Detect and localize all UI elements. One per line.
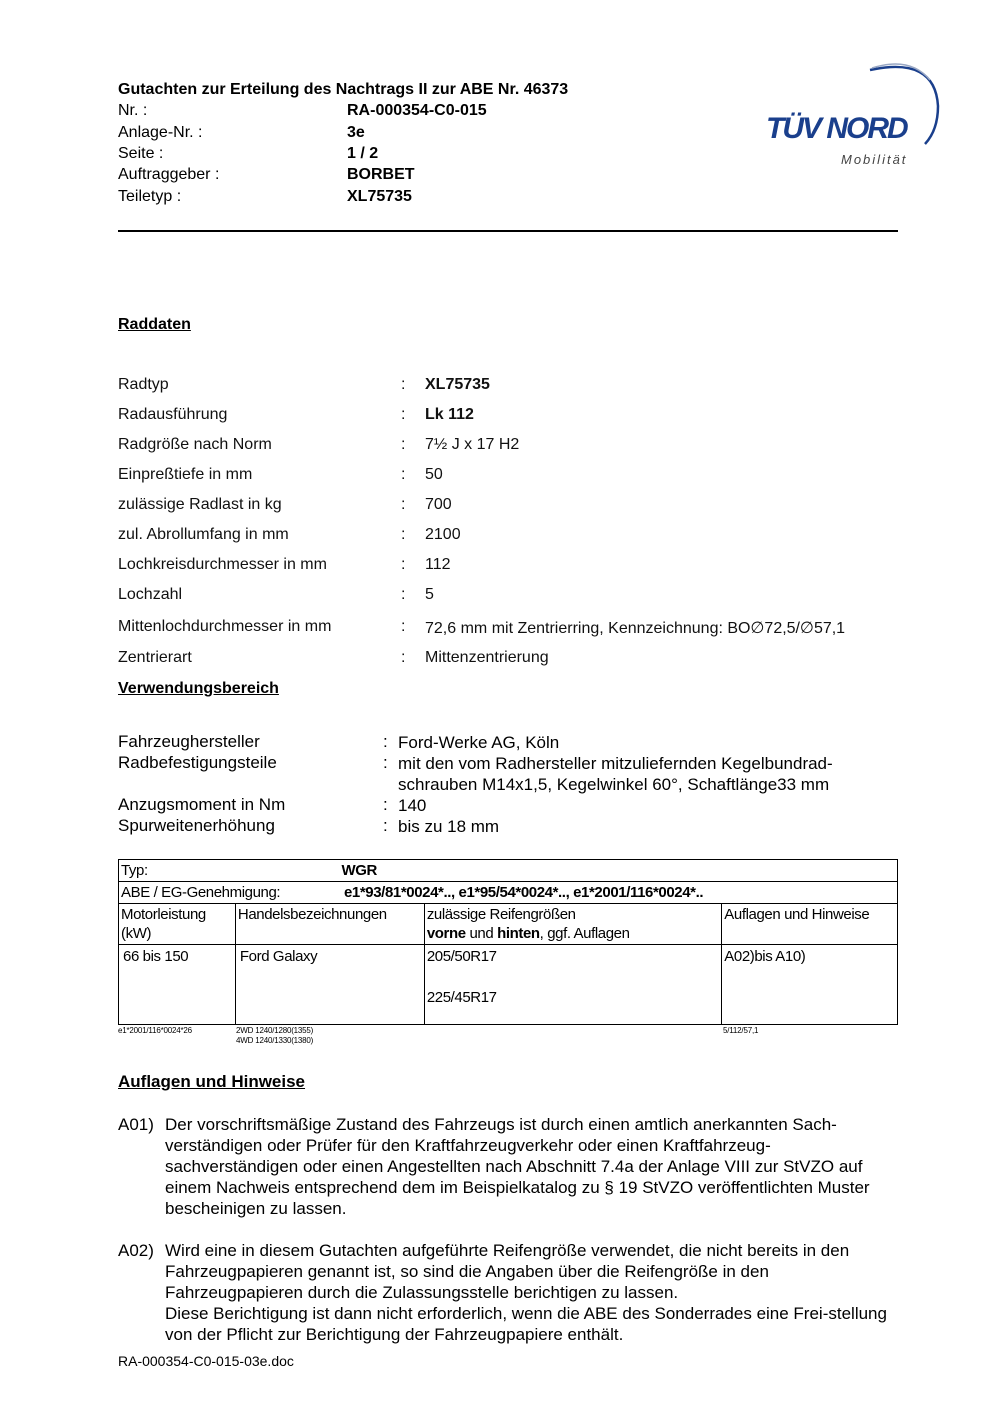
col-header-tires [424, 904, 721, 945]
header-row-teiletyp [118, 188, 658, 210]
raddaten-key: Lochzahl [118, 586, 183, 603]
raddaten-key: Radtyp [118, 376, 169, 393]
verwendung-key: Anzugsmoment in Nm [118, 795, 286, 814]
auflage-number: A01) [118, 1115, 154, 1134]
auflage-item-a02 [118, 1240, 898, 1350]
verwendung-value: 140 [398, 796, 427, 815]
raddaten-row: Mittenlochdurchmesser in mm : 72,6 mm mit Zentrierring, Kennzeichnung: BO∅72,5/∅57,1 [118, 618, 846, 637]
typ-value: WGR [341, 862, 377, 879]
raddaten-value: 112 [425, 556, 451, 573]
tire-size: 225/45R17 [426, 989, 497, 1006]
raddaten-key: Radgröße nach Norm [118, 436, 272, 453]
header-value: 3e [347, 124, 365, 141]
table-row-typ [119, 860, 898, 882]
cell-notes: A02)bis A10) [722, 945, 898, 1025]
raddaten-row: Radtyp : XL75735 [118, 376, 490, 393]
raddaten-value: 7½ J x 17 H2 [425, 436, 520, 453]
raddaten-key: Radausführung [118, 406, 228, 423]
table-footnote-wheel: 5/112/57,1 [723, 1026, 759, 1035]
tuv-nord-logo [760, 58, 945, 178]
raddaten-value: XL75735 [425, 376, 490, 393]
raddaten-value: 5 [425, 586, 434, 603]
typ-label: Typ: [121, 862, 148, 879]
logo-subtitle: Mobilität [841, 152, 908, 167]
header-row-anlage [118, 124, 658, 146]
raddaten-row: Radausführung : Lk 112 [118, 406, 474, 423]
col-header-tires-line1: zulässige Reifengrößen [426, 906, 576, 923]
header-key: Nr. : [118, 102, 148, 119]
verwendung-value: bis zu 18 mm [398, 817, 500, 836]
raddaten-row: zul. Abrollumfang in mm : 2100 [118, 526, 461, 543]
header-value: 1 / 2 [347, 145, 379, 162]
header-value: RA-000354-C0-015 [347, 102, 487, 119]
header-divider [118, 230, 898, 232]
header-value: BORBET [347, 166, 415, 183]
auflage-item-a01 [118, 1114, 898, 1224]
table-footnote-track: 2WD 1240/1280(1355) 4WD 1240/1330(1380) [236, 1026, 314, 1045]
verwendung-value: mit den vom Radhersteller mitzuliefernden Kegelbundrad-schrauben M14x1,5, Kegelwinkel 60°, Schaftlänge33 mm [398, 754, 833, 794]
header-key: Auftraggeber : [118, 166, 220, 183]
document-title: Gutachten zur Erteilung des Nachtrags II zur ABE Nr. 46373 [118, 81, 569, 98]
raddaten-row: Radgröße nach Norm : 7½ J x 17 H2 [118, 436, 520, 453]
section-raddaten-title: Raddaten [118, 316, 191, 333]
header-key: Anlage-Nr. : [118, 124, 203, 141]
raddaten-row: Einpreßtiefe in mm : 50 [118, 466, 443, 483]
raddaten-value: 72,6 mm mit Zentrierring, Kennzeichnung: BO∅72,5/∅57,1 [425, 620, 846, 637]
abe-value: e1*93/81*0024*.., e1*95/54*0024*.., e1*2001/116*0024*.. [343, 884, 704, 901]
verwendung-value: Ford-Werke AG, Köln [398, 733, 560, 752]
cell-tires [424, 945, 721, 1025]
cell-name: Ford Galaxy [235, 945, 424, 1025]
document-filename: RA-000354-C0-015-03e.doc [118, 1353, 294, 1369]
raddaten-row: Lochkreisdurchmesser in mm : 112 [118, 556, 451, 573]
raddaten-value: Lk 112 [425, 406, 474, 423]
header-row-nr [118, 102, 658, 124]
raddaten-key: Einpreßtiefe in mm [118, 466, 253, 483]
header-row-auftraggeber [118, 166, 658, 188]
header-row-seite [118, 145, 658, 167]
auflage-text: Der vorschriftsmäßige Zustand des Fahrzeugs ist durch einen amtlich anerkannten Sach-verständigen oder Prüfer für den Kraftfahrzeugverkehr oder einen Kraftfahrzeug-sachverständigen oder einen Angestellten nach Abschnitt 7.4a der Anlage VIII zur StVZO auf einem Nachweis entsprechend dem im Beispielkatalog zu § 19 StVZO veröffentlichten Muster bescheinigen zu lassen. [165, 1115, 870, 1218]
raddaten-value: 2100 [425, 526, 461, 543]
raddaten-row: Zentrierart : Mittenzentrierung [118, 649, 549, 666]
raddaten-row: Lochzahl : 5 [118, 586, 434, 603]
raddaten-value: 700 [425, 496, 452, 513]
auflage-text: Wird eine in diesem Gutachten aufgeführte Reifengröße verwendet, die nicht bereits in den Fahrzeugpapieren genannt ist, so sind die Angaben über die Reifengröße in den Fahrzeugpapieren durch die Zulassungsstelle berichtigen zu lassen. Diese Berichtigung ist dann nicht erforderlich, wenn die ABE des Sonderrades eine Frei-stellung von der Pflicht zur Berichtigung der Fahrzeugpapiere enthält. [165, 1241, 887, 1344]
tire-size: 205/50R17 [426, 948, 497, 965]
header-value: XL75735 [347, 188, 412, 205]
header-key: Teiletyp : [118, 188, 182, 205]
header-key: Seite : [118, 145, 164, 162]
verwendung-key: Spurweitenerhöhung [118, 816, 275, 835]
raddaten-value: Mittenzentrierung [425, 649, 549, 666]
verwendung-key: Fahrzeughersteller [118, 732, 260, 751]
raddaten-row: zulässige Radlast in kg : 700 [118, 496, 452, 513]
col-header-names: Handelsbezeichnungen [235, 904, 424, 945]
section-auflagen-title: Auflagen und Hinweise [118, 1072, 306, 1091]
table-header-row [119, 904, 898, 945]
raddaten-key: zulässige Radlast in kg [118, 496, 282, 513]
verwendung-key: Radbefestigungsteile [118, 753, 277, 772]
vehicle-table [118, 859, 898, 1025]
table-footnote-approval: e1*2001/116*0024*26 [118, 1026, 192, 1035]
raddaten-value: 50 [425, 466, 443, 483]
abe-label: ABE / EG-Genehmigung: [121, 884, 281, 901]
raddaten-key: zul. Abrollumfang in mm [118, 526, 289, 543]
logo-text: TÜV NORD [766, 112, 907, 145]
raddaten-key: Lochkreisdurchmesser in mm [118, 556, 327, 573]
auflage-number: A02) [118, 1241, 154, 1260]
col-header-notes: Auflagen und Hinweise [722, 904, 898, 945]
cell-power: 66 bis 150 [119, 945, 236, 1025]
col-header-power: Motorleistung (kW) [119, 904, 236, 945]
section-verwendung-title: Verwendungsbereich [118, 680, 279, 697]
col-header-tires-line2: vorne und hinten, ggf. Auflagen [426, 925, 630, 942]
raddaten-key: Zentrierart [118, 649, 192, 666]
table-row-abe [119, 882, 898, 904]
table-row [119, 945, 898, 1025]
raddaten-key: Mittenlochdurchmesser in mm [118, 618, 332, 635]
